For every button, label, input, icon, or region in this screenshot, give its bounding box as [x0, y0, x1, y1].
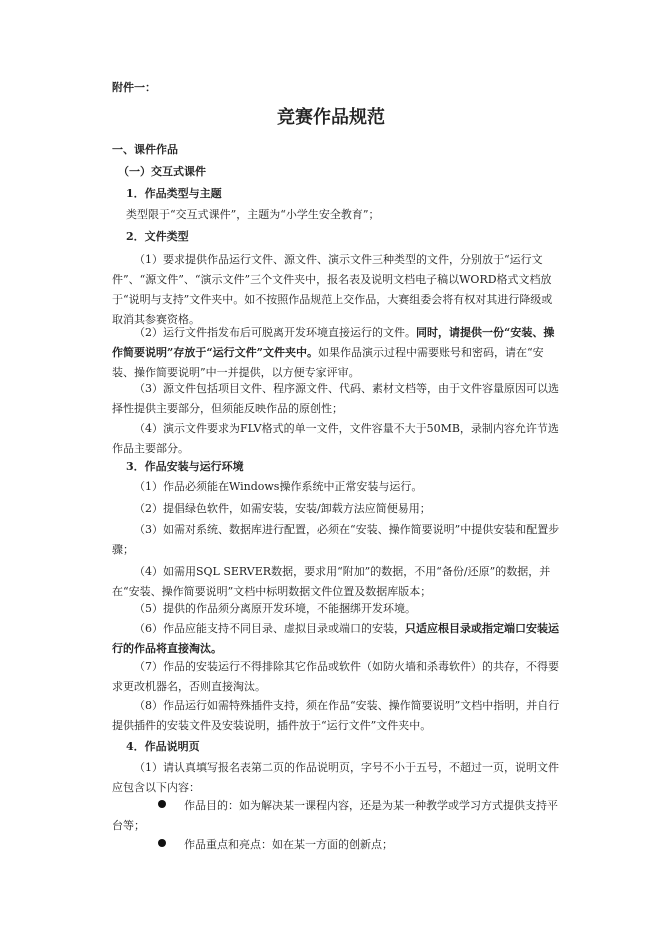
- paragraph-3-2: （2）提倡绿色软件，如需安装，安装/卸载方法应简便易用；: [134, 502, 431, 515]
- paragraph-3-1: （1）作品必须能在Windows操作系统中正常安装与运行。: [134, 480, 423, 493]
- paragraph-4-1: （1）请认真填写报名表第二页的作品说明页，字号不小于五号，不超过一页，说明文件应包含以下内容：: [112, 761, 559, 794]
- item-heading-3: 3．作品安装与运行环境: [126, 460, 244, 473]
- paragraph-3-8: （8）作品运行如需特殊插件支持，须在作品“安装、操作简要说明”文档中指明，并自行提供插件的安装文件及安装说明，插件放于“运行文件”文件夹中。: [112, 699, 560, 732]
- subsection-heading: （一）交互式课件: [118, 165, 206, 178]
- paragraph-2-4: （4）演示文件要求为FLV格式的单一文件，文件容量不大于50MB，录制内容允许节选作品主要部分。: [112, 422, 559, 455]
- paragraph-3-5: （5）提供的作品须分离原开发环境，不能捆绑开发环境。: [134, 602, 416, 615]
- bullet-item-2: [112, 835, 562, 855]
- paragraph-2-2: [112, 323, 562, 383]
- bullet-item-2-text: 作品重点和亮点：如在某一方面的创新点；: [184, 838, 393, 851]
- paragraph-3-7: （7）作品的安装运行不得排除其它作品或软件（如防火墙和杀毒软件）的共存，不得要求更改机器名，否则直接淘汰。: [112, 660, 559, 693]
- bullet-item-1: [112, 796, 562, 836]
- bullet-dot-icon: [158, 800, 166, 808]
- paragraph-2-2-text: （2）运行文件指发布后可脱离开发环境直接运行的文件。: [134, 326, 416, 339]
- paragraph-3-4: （4）如需用SQL SERVER数据，要求用“附加”的数据，不用“备份/还原”的数据，并在“安装、操作简要说明”文档中标明数据文件位置及数据库版本；: [112, 565, 551, 598]
- section-heading: 一、课件作品: [112, 143, 178, 156]
- item-heading-1: 1．作品类型与主题: [126, 187, 222, 200]
- bullet-dot-icon: [158, 839, 166, 847]
- paragraph-3-3: （3）如需对系统、数据库进行配置，必须在“安装、操作简要说明”中提供安装和配置步骤；: [112, 523, 560, 556]
- paragraph-3-6: [112, 619, 562, 659]
- paragraph-2-1: （1）要求提供作品运行文件、源文件、演示文件三种类型的文件，分别放于“运行文件”、“源文件”、“演示文件”三个文件夹中，报名表及说明文档电子稿以WORD格式文档放于“说明与支持”文件夹中。如不按照作品规范上交作品，大赛组委会将有权对其进行降级或取消其参赛资格。: [112, 253, 553, 326]
- paragraph-2-3: （3）源文件包括项目文件、程序源文件、代码、素材文档等，由于文件容量原因可以选择性提供主要部分，但须能反映作品的原创性；: [112, 382, 559, 415]
- paragraph-3-6-bold: 只适应根目录或指定端口安装运行的作品将直接淘汰。: [112, 622, 559, 655]
- page-title: 竞赛作品规范: [277, 107, 385, 128]
- item-heading-2: 2．文件类型: [126, 230, 189, 243]
- paragraph-2-2-tail: 如果作品演示过程中需要账号和密码，请在“安装、操作简要说明”中一并提供，以方便专家评审。: [112, 346, 544, 379]
- paragraph-1: 类型限于“交互式课件”，主题为“小学生安全教育”；: [126, 208, 380, 221]
- paragraph-3-6-text: （6）作品应能支持不同目录、虚拟目录或端口的安装，: [134, 622, 405, 635]
- paragraph-2-2-bold: 同时，请提供一份“安装、操作简要说明”存放于“运行文件”文件夹中。: [112, 326, 555, 359]
- attachment-label: 附件一：: [112, 81, 156, 94]
- bullet-item-1-text: 作品目的：如为解决某一课程内容，还是为某一种教学或学习方式提供支持平台等；: [112, 799, 558, 832]
- item-heading-4: 4．作品说明页: [126, 740, 200, 753]
